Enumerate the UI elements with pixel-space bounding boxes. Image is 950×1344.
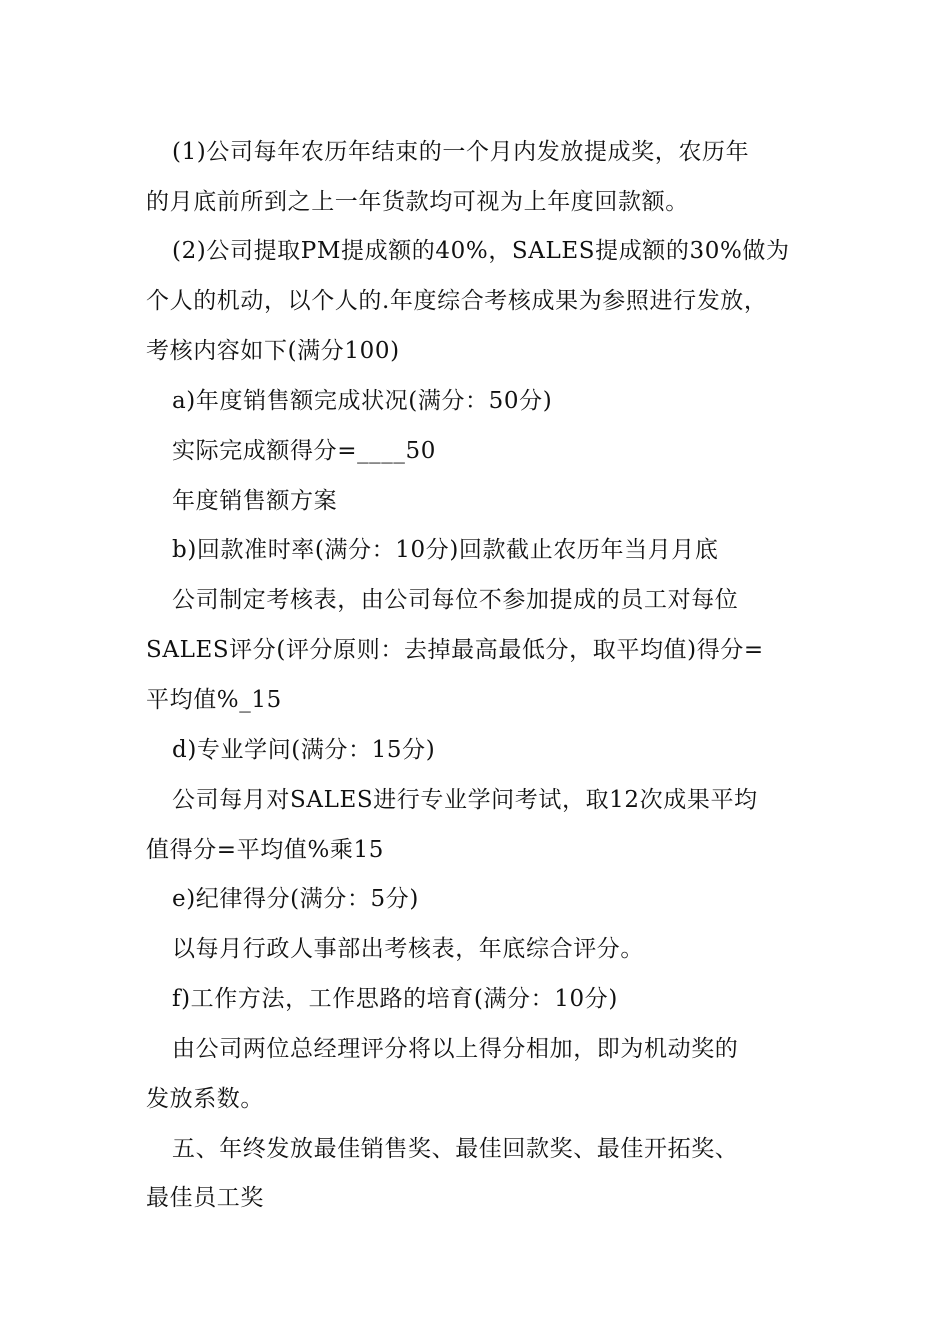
- paragraph-line-7: 实际完成额得分=____50: [172, 438, 436, 464]
- paragraph-line-2: 的月底前所到之上一年货款均可视为上年度回款额。: [146, 189, 689, 215]
- paragraph-line-18: f)工作方法，工作思路的培育(满分：10分): [172, 986, 618, 1012]
- paragraph-line-10: 公司制定考核表，由公司每位不参加提成的员工对每位: [172, 587, 739, 613]
- paragraph-line-22: 最佳员工奖: [146, 1185, 264, 1211]
- paragraph-line-20: 发放系数。: [146, 1086, 264, 1112]
- paragraph-line-17: 以每月行政人事部出考核表，年底综合评分。: [172, 936, 644, 962]
- paragraph-line-15: 值得分=平均值%乘15: [146, 837, 384, 863]
- paragraph-line-14: 公司每月对SALES进行专业学问考试，取12次成果平均: [172, 787, 758, 813]
- paragraph-line-21: 五、年终发放最佳销售奖、最佳回款奖、最佳开拓奖、: [172, 1136, 739, 1162]
- paragraph-line-8: 年度销售额方案: [172, 488, 338, 514]
- paragraph-line-3: (2)公司提取PM提成额的40%，SALES提成额的30%做为: [172, 238, 790, 264]
- paragraph-line-1: (1)公司每年农历年结束的一个月内发放提成奖，农历年: [172, 139, 750, 165]
- paragraph-line-11: SALES评分(评分原则：去掉最高最低分，取平均值)得分=: [146, 637, 764, 663]
- paragraph-line-12: 平均值%_15: [146, 687, 282, 713]
- paragraph-line-5: 考核内容如下(满分100): [146, 338, 400, 364]
- paragraph-line-19: 由公司两位总经理评分将以上得分相加，即为机动奖的: [172, 1036, 739, 1062]
- paragraph-line-4: 个人的机动，以个人的.年度综合考核成果为参照进行发放，: [146, 288, 768, 314]
- paragraph-line-9: b)回款准时率(满分：10分)回款截止农历年当月月底: [172, 537, 719, 563]
- paragraph-line-13: d)专业学问(满分：15分): [172, 737, 436, 763]
- paragraph-line-6: a)年度销售额完成状况(满分：50分): [172, 388, 553, 414]
- paragraph-line-16: e)纪律得分(满分：5分): [172, 886, 419, 912]
